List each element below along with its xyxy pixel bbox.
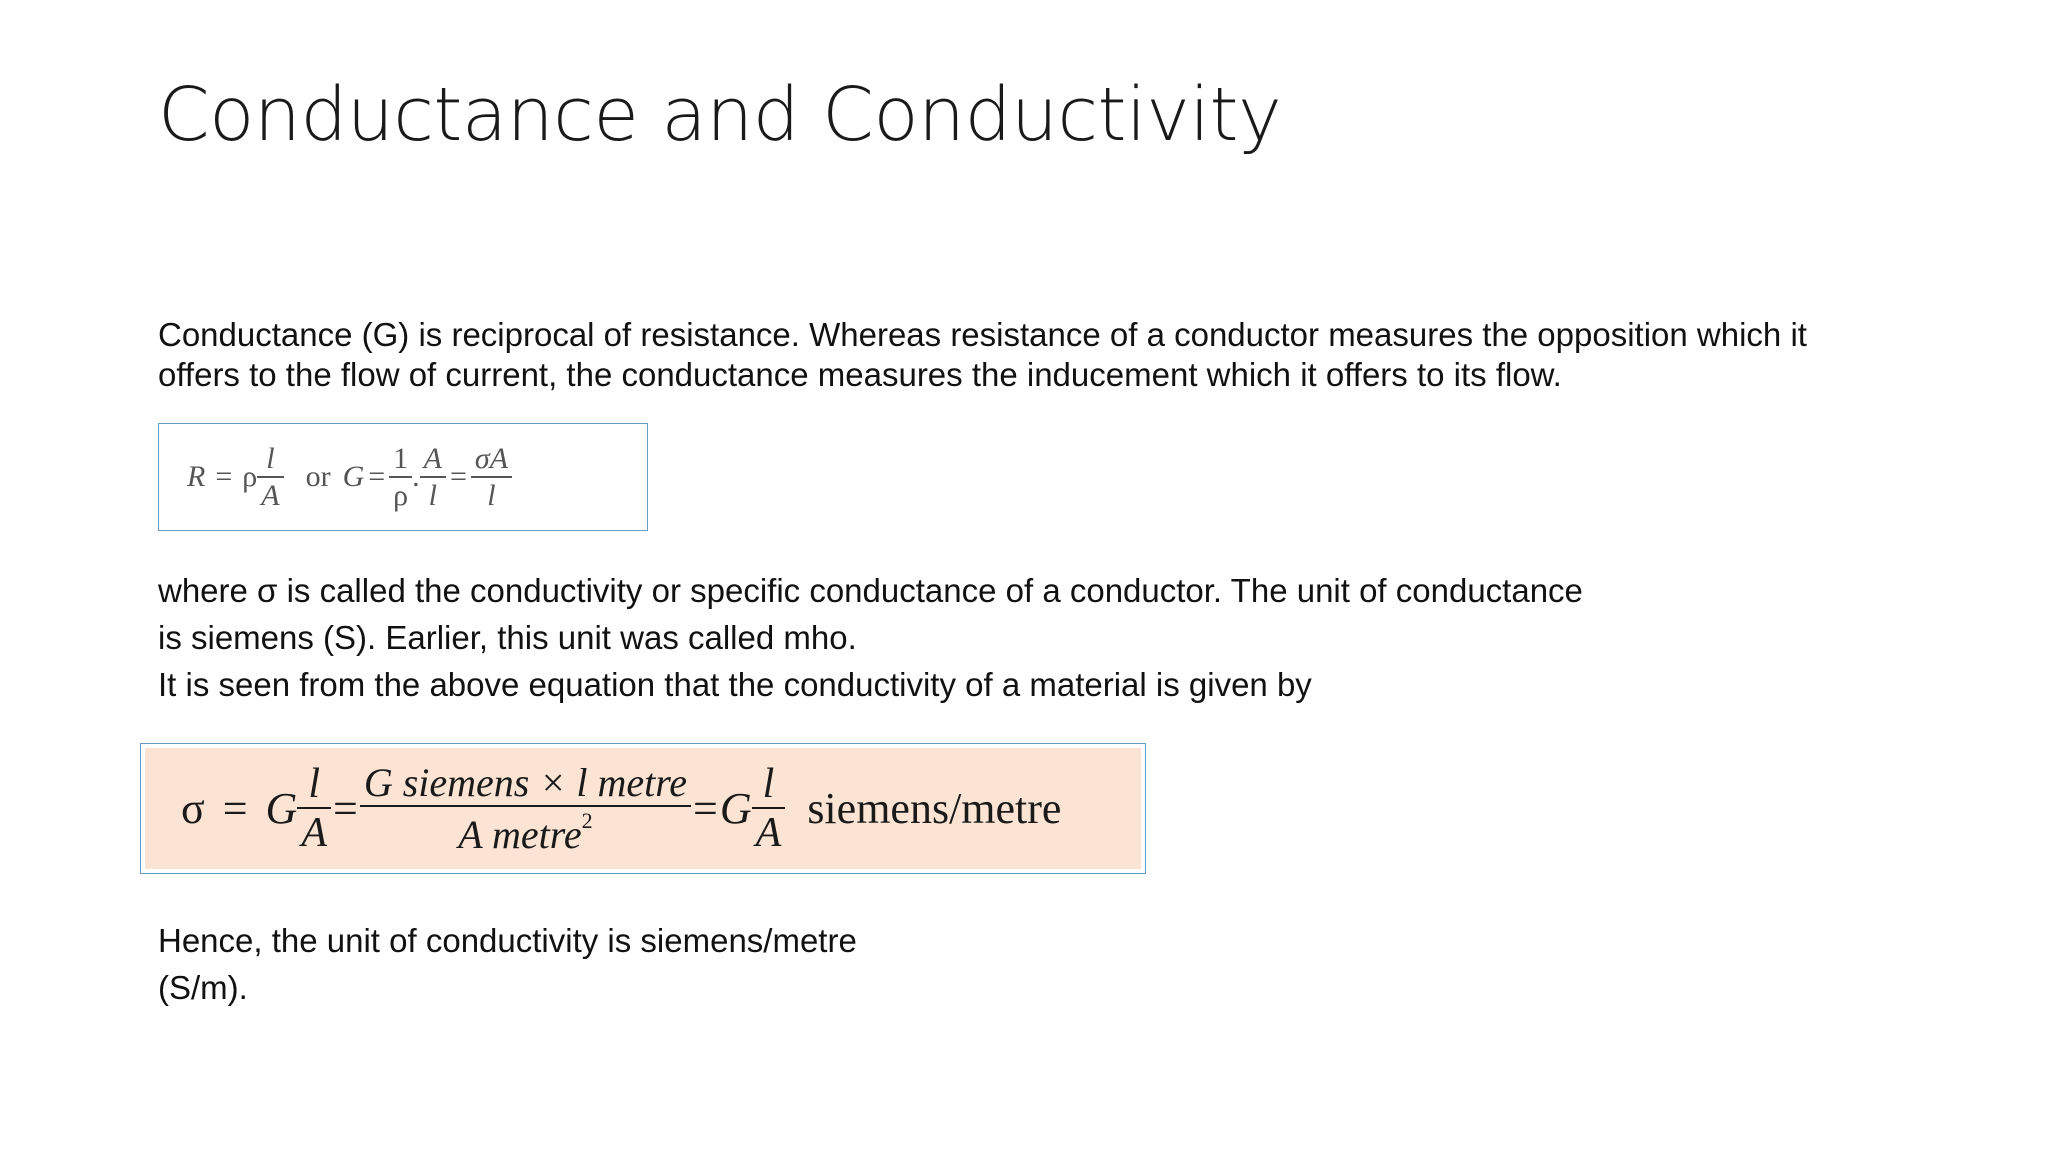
- paragraph-line: It is seen from the above equation that the conductivity of a material is given by: [158, 666, 1312, 703]
- conductivity-equation-background: [145, 748, 1141, 869]
- eq-fraction-sigma-a-over-l: [471, 441, 512, 512]
- conclusion-paragraph: [158, 917, 857, 1011]
- eq-fraction-units: [360, 759, 691, 857]
- fraction-numerator: σA: [474, 441, 509, 475]
- eq-symbol-g: G: [719, 784, 752, 833]
- fraction-numerator: G siemens × l metre: [363, 759, 688, 805]
- fraction-denominator: l: [487, 478, 496, 512]
- fraction-denominator: [454, 807, 596, 855]
- fraction-denominator: A: [755, 810, 782, 856]
- eq-word-or: or: [305, 460, 331, 493]
- slide-title: Conductance and Conductivity: [158, 72, 1282, 158]
- fraction-denominator: A: [261, 478, 280, 512]
- eq-operator: =: [693, 784, 718, 833]
- conductance-definition-paragraph: [158, 315, 1807, 395]
- fraction-numerator: l: [308, 761, 320, 807]
- eq-operator: =: [215, 460, 233, 493]
- paragraph-line: is siemens (S). Earlier, this unit was called mho.: [158, 619, 857, 656]
- eq-operator: =: [222, 784, 248, 833]
- eq-fraction-a-over-l: [420, 441, 446, 512]
- eq-operator: =: [449, 460, 467, 493]
- eq-fraction-l-over-a: [297, 763, 331, 854]
- paragraph-line: Hence, the unit of conductivity is siemens/metre: [158, 922, 857, 959]
- eq-symbol-rho: ρ: [242, 460, 258, 493]
- fraction-denominator-text: A metre: [458, 811, 582, 857]
- eq-symbol-r: R: [187, 460, 206, 493]
- fraction-numerator: l: [266, 441, 275, 475]
- fraction-numerator: 1: [393, 441, 409, 475]
- conductivity-equation: [140, 743, 1146, 874]
- fraction-numerator: l: [762, 761, 775, 807]
- eq-dot: .: [412, 460, 420, 493]
- eq-fraction-one-over-rho: [389, 441, 412, 512]
- resistance-conductance-equation: [158, 423, 648, 531]
- eq-fraction-l-over-a: [257, 441, 283, 512]
- paragraph-line: (S/m).: [158, 969, 248, 1006]
- paragraph-line: Conductance (G) is reciprocal of resistance. Whereas resistance of a conductor measures the opposition which it: [158, 316, 1807, 353]
- fraction-denominator: ρ: [393, 478, 409, 512]
- eq-operator: =: [368, 460, 386, 493]
- paragraph-line: offers to the flow of current, the conductance measures the inducement which it offers to its flow.: [158, 356, 1562, 393]
- eq-symbol-g: G: [265, 784, 298, 833]
- eq-symbol-sigma: σ: [181, 784, 205, 833]
- eq-fraction-l-over-a: [752, 763, 786, 854]
- conductivity-explanation-paragraph: [158, 567, 1583, 708]
- eq-operator: =: [332, 784, 358, 833]
- eq-unit-siemens-per-metre: siemens/metre: [807, 784, 1062, 833]
- paragraph-line: where σ is called the conductivity or specific conductance of a conductor. The unit of conductance: [158, 572, 1583, 609]
- eq-symbol-g: G: [342, 460, 365, 493]
- fraction-denominator: A: [301, 810, 327, 856]
- fraction-numerator: A: [423, 441, 442, 475]
- fraction-denominator: l: [428, 478, 437, 512]
- fraction-denominator-exponent: 2: [581, 807, 593, 833]
